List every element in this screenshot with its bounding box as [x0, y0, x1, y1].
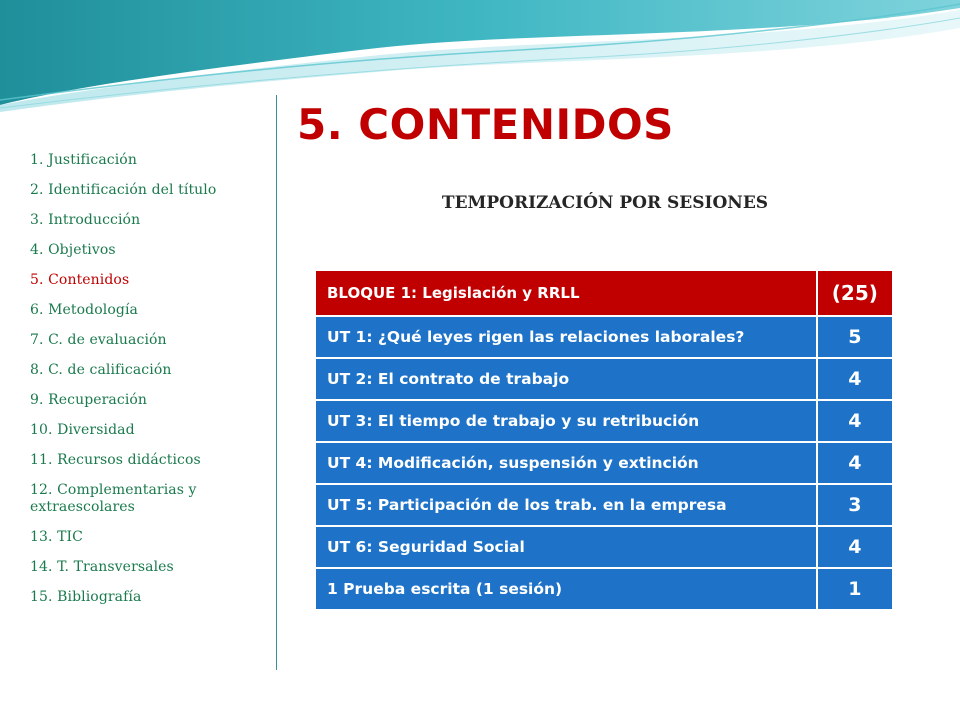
toc-item-calificacion[interactable]: 8. C. de calificación: [30, 362, 172, 378]
vertical-divider: [276, 95, 277, 670]
table-of-contents: [30, 152, 270, 619]
sessions-table: [314, 269, 894, 611]
toc-item-objetivos[interactable]: 4. Objetivos: [30, 242, 116, 258]
toc-item-recuperacion[interactable]: 9. Recuperación: [30, 392, 148, 408]
toc-item-diversidad[interactable]: 10. Diversidad: [30, 422, 135, 438]
unit-label: UT 5: Participación de los trab. en la empresa: [315, 484, 817, 526]
unit-label: UT 1: ¿Qué leyes rigen las relaciones laborales?: [315, 316, 817, 358]
unit-label: UT 6: Seguridad Social: [315, 526, 817, 568]
toc-item-contenidos-active[interactable]: 5. Contenidos: [30, 272, 130, 288]
unit-sessions: 4: [817, 400, 893, 442]
unit-sessions: 4: [817, 358, 893, 400]
table-row: [315, 568, 893, 610]
section-subtitle: TEMPORIZACIÓN POR SESIONES: [441, 193, 769, 213]
toc-item-identificacion[interactable]: 2. Identificación del título: [30, 182, 217, 198]
table-row: [315, 484, 893, 526]
unit-label: UT 3: El tiempo de trabajo y su retribución: [315, 400, 817, 442]
block-total-sessions: (25): [817, 270, 893, 316]
exam-sessions: 1: [817, 568, 893, 610]
unit-sessions: 4: [817, 526, 893, 568]
unit-label: UT 2: El contrato de trabajo: [315, 358, 817, 400]
table-row: [315, 400, 893, 442]
toc-item-bibliografia[interactable]: 15. Bibliografía: [30, 589, 142, 605]
page-title: 5. CONTENIDOS: [297, 100, 674, 149]
table-header-row: [315, 270, 893, 316]
table-row: [315, 316, 893, 358]
unit-label: UT 4: Modificación, suspensión y extinción: [315, 442, 817, 484]
toc-item-introduccion[interactable]: 3. Introducción: [30, 212, 141, 228]
toc-item-evaluacion[interactable]: 7. C. de evaluación: [30, 332, 167, 348]
toc-item-recursos[interactable]: 11. Recursos didácticos: [30, 452, 201, 468]
toc-item-justificacion[interactable]: 1. Justificación: [30, 152, 137, 168]
unit-sessions: 4: [817, 442, 893, 484]
unit-sessions: 3: [817, 484, 893, 526]
toc-item-transversales[interactable]: 14. T. Transversales: [30, 559, 174, 575]
toc-item-tic[interactable]: 13. TIC: [30, 529, 83, 545]
toc-item-metodologia[interactable]: 6. Metodología: [30, 302, 138, 318]
table-row: [315, 358, 893, 400]
toc-item-complementarias[interactable]: 12. Complementarias y extraescolares: [30, 482, 197, 515]
block-label: BLOQUE 1: Legislación y RRLL: [315, 270, 817, 316]
exam-label: 1 Prueba escrita (1 sesión): [315, 568, 817, 610]
unit-sessions: 5: [817, 316, 893, 358]
table-row: [315, 442, 893, 484]
table-row: [315, 526, 893, 568]
